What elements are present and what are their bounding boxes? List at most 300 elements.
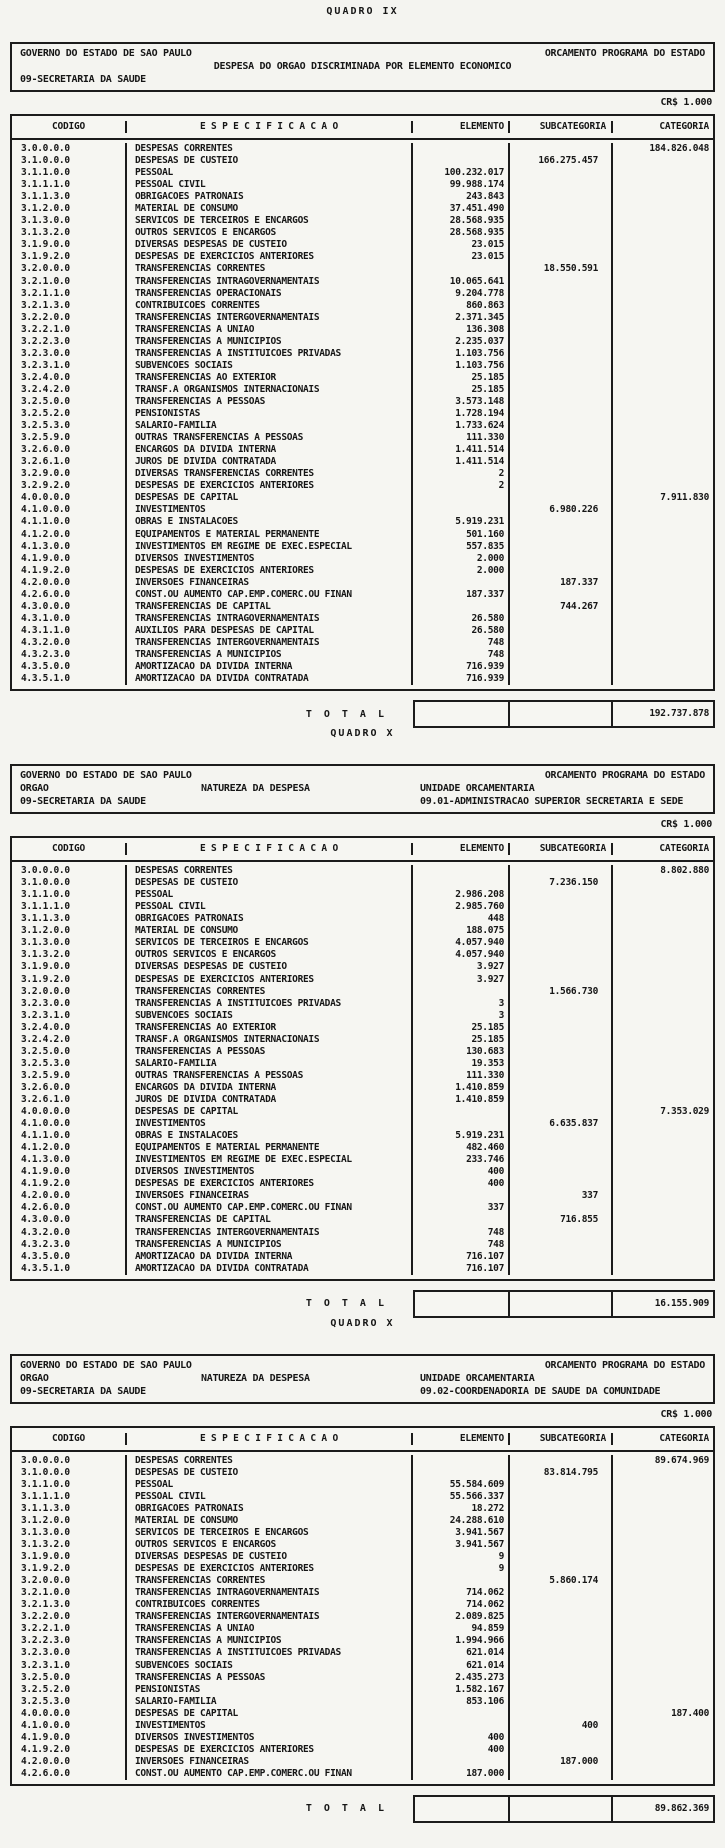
elemento-cell: 55.566.337 bbox=[413, 1491, 510, 1503]
table-row bbox=[12, 143, 713, 155]
budget-table bbox=[10, 114, 715, 691]
especificacao-cell: OBRIGACOES PATRONAIS bbox=[127, 913, 413, 925]
elemento-cell: 1.410.859 bbox=[413, 1094, 510, 1106]
subcategoria-cell bbox=[510, 1672, 613, 1684]
especificacao-cell: MATERIAL DE CONSUMO bbox=[127, 203, 413, 215]
especificacao-cell: OUTROS SERVICOS E ENCARGOS bbox=[127, 227, 413, 239]
codigo-cell: 4.1.2.0.0 bbox=[12, 1142, 127, 1154]
elemento-cell: 55.584.609 bbox=[413, 1479, 510, 1491]
codigo-cell: 4.1.9.0.0 bbox=[12, 1166, 127, 1178]
subcategoria-cell bbox=[510, 998, 613, 1010]
codigo-cell: 3.1.9.0.0 bbox=[12, 239, 127, 251]
subcategoria-cell bbox=[510, 673, 613, 685]
table-row bbox=[12, 516, 713, 528]
table-row bbox=[12, 1467, 713, 1479]
elemento-cell: 1.728.194 bbox=[413, 408, 510, 420]
table-row bbox=[12, 360, 713, 372]
categoria-cell bbox=[613, 1467, 713, 1479]
categoria-cell bbox=[613, 637, 713, 649]
subcategoria-cell bbox=[510, 1647, 613, 1659]
codigo-cell: 3.1.9.2.0 bbox=[12, 1563, 127, 1575]
especificacao-cell: TRANSFERENCIAS A MUNICIPIOS bbox=[127, 1635, 413, 1647]
table-row bbox=[12, 1660, 713, 1672]
table-row bbox=[12, 1696, 713, 1708]
especificacao-cell: TRANSFERENCIAS A INSTITUICOES PRIVADAS bbox=[127, 998, 413, 1010]
especificacao-cell: ENCARGOS DA DIVIDA INTERNA bbox=[127, 444, 413, 456]
codigo-cell: 3.2.5.0.0 bbox=[12, 1046, 127, 1058]
table-row bbox=[12, 589, 713, 601]
government-name: GOVERNO DO ESTADO DE SAO PAULO bbox=[20, 48, 192, 59]
table-row bbox=[12, 1190, 713, 1202]
table-row bbox=[12, 372, 713, 384]
table-row bbox=[12, 1214, 713, 1226]
column-header-subcategoria: SUBCATEGORIA bbox=[510, 1433, 613, 1445]
categoria-cell bbox=[613, 263, 713, 275]
subcategoria-cell bbox=[510, 553, 613, 565]
column-header-especificacao: E S P E C I F I C A C A O bbox=[127, 121, 413, 133]
elemento-cell bbox=[413, 263, 510, 275]
column-header-categoria: CATEGORIA bbox=[659, 121, 709, 132]
codigo-cell: 3.2.1.1.0 bbox=[12, 288, 127, 300]
elemento-cell: 130.683 bbox=[413, 1046, 510, 1058]
subcategoria-cell bbox=[510, 865, 613, 877]
especificacao-cell: TRANSFERENCIAS INTRAGOVERNAMENTAIS bbox=[127, 276, 413, 288]
elemento-cell bbox=[413, 1575, 510, 1587]
categoria-cell bbox=[613, 625, 713, 637]
elemento-cell: 2.089.825 bbox=[413, 1611, 510, 1623]
subcategoria-cell: 6.980.226 bbox=[510, 504, 613, 516]
especificacao-cell: SUBVENCOES SOCIAIS bbox=[127, 1010, 413, 1022]
especificacao-cell: INVERSOES FINANCEIRAS bbox=[127, 577, 413, 589]
categoria-cell bbox=[613, 1672, 713, 1684]
categoria-cell bbox=[613, 1154, 713, 1166]
especificacao-cell: JUROS DE DIVIDA CONTRATADA bbox=[127, 1094, 413, 1106]
table-row bbox=[12, 986, 713, 998]
quadro-title: QUADRO X bbox=[330, 728, 395, 740]
subcategoria-cell bbox=[510, 1684, 613, 1696]
subcategoria-cell bbox=[510, 191, 613, 203]
unidade-value: 09.02-COORDENADORIA DE SAUDE DA COMUNIDADE bbox=[420, 1385, 661, 1397]
total-row bbox=[10, 700, 715, 728]
elemento-cell: 25.185 bbox=[413, 384, 510, 396]
codigo-cell: 3.2.0.0.0 bbox=[12, 263, 127, 275]
total-elemento-cell bbox=[415, 702, 510, 726]
table-row bbox=[12, 203, 713, 215]
especificacao-cell: INVESTIMENTOS bbox=[127, 1720, 413, 1732]
categoria-cell bbox=[613, 1010, 713, 1022]
elemento-cell: 1.103.756 bbox=[413, 348, 510, 360]
especificacao-cell: TRANSFERENCIAS OPERACIONAIS bbox=[127, 288, 413, 300]
total-subcategoria-cell bbox=[510, 702, 613, 726]
especificacao-cell: SALARIO-FAMILIA bbox=[127, 1696, 413, 1708]
budget-table bbox=[10, 836, 715, 1281]
elemento-cell: 18.272 bbox=[413, 1503, 510, 1515]
elemento-cell: 2.985.760 bbox=[413, 901, 510, 913]
table-row bbox=[12, 1563, 713, 1575]
subcategoria-cell bbox=[510, 889, 613, 901]
subcategoria-cell bbox=[510, 300, 613, 312]
especificacao-cell: CONST.OU AUMENTO CAP.EMP.COMERC.OU FINAN bbox=[127, 1202, 413, 1214]
table-row bbox=[12, 1227, 713, 1239]
categoria-cell bbox=[613, 889, 713, 901]
elemento-cell: 448 bbox=[413, 913, 510, 925]
table-row bbox=[12, 1623, 713, 1635]
especificacao-cell: CONTRIBUICOES CORRENTES bbox=[127, 1599, 413, 1611]
especificacao-cell: DESPESAS CORRENTES bbox=[127, 865, 413, 877]
table-row bbox=[12, 1239, 713, 1251]
table-row bbox=[12, 408, 713, 420]
especificacao-cell: DESPESAS DE CUSTEIO bbox=[127, 877, 413, 889]
table-row bbox=[12, 396, 713, 408]
especificacao-cell: TRANSFERENCIAS DE CAPITAL bbox=[127, 601, 413, 613]
elemento-cell bbox=[413, 1467, 510, 1479]
elemento-cell bbox=[413, 1190, 510, 1202]
codigo-cell: 3.1.1.1.0 bbox=[12, 901, 127, 913]
categoria-cell: 187.400 bbox=[671, 1707, 709, 1719]
categoria-cell bbox=[613, 444, 713, 456]
categoria-cell bbox=[613, 613, 713, 625]
categoria-cell bbox=[613, 974, 713, 986]
codigo-cell: 4.0.0.0.0 bbox=[12, 1708, 127, 1720]
codigo-cell: 4.2.0.0.0 bbox=[12, 1756, 127, 1768]
elemento-cell bbox=[413, 877, 510, 889]
subcategoria-cell bbox=[510, 1034, 613, 1046]
categoria-cell bbox=[613, 432, 713, 444]
subcategoria-cell bbox=[510, 937, 613, 949]
table-row bbox=[12, 1106, 713, 1118]
column-header-especificacao: E S P E C I F I C A C A O bbox=[127, 1433, 413, 1445]
table-row bbox=[12, 1647, 713, 1659]
categoria-cell bbox=[613, 203, 713, 215]
categoria-cell bbox=[613, 1515, 713, 1527]
subcategoria-cell bbox=[510, 913, 613, 925]
subcategoria-cell bbox=[510, 396, 613, 408]
elemento-cell: 400 bbox=[413, 1732, 510, 1744]
subcategoria-cell: 337 bbox=[510, 1190, 613, 1202]
quadro-x-1-section bbox=[0, 728, 725, 1318]
categoria-cell bbox=[613, 1563, 713, 1575]
codigo-cell: 4.2.0.0.0 bbox=[12, 577, 127, 589]
categoria-cell bbox=[613, 589, 713, 601]
especificacao-cell: DESPESAS DE CUSTEIO bbox=[127, 1467, 413, 1479]
elemento-cell bbox=[413, 1708, 510, 1720]
categoria-cell bbox=[613, 1503, 713, 1515]
especificacao-cell: JUROS DE DIVIDA CONTRATADA bbox=[127, 456, 413, 468]
codigo-cell: 4.3.1.0.0 bbox=[12, 613, 127, 625]
subcategoria-cell bbox=[510, 1515, 613, 1527]
especificacao-cell: DIVERSAS DESPESAS DE CUSTEIO bbox=[127, 239, 413, 251]
especificacao-cell: SERVICOS DE TERCEIROS E ENCARGOS bbox=[127, 215, 413, 227]
categoria-cell bbox=[613, 312, 713, 324]
elemento-cell bbox=[413, 1106, 510, 1118]
table-row bbox=[12, 492, 713, 504]
categoria-cell: 89.674.969 bbox=[654, 1454, 709, 1466]
elemento-cell: 748 bbox=[413, 637, 510, 649]
elemento-cell: 187.000 bbox=[413, 1768, 510, 1780]
codigo-cell: 4.2.6.0.0 bbox=[12, 589, 127, 601]
categoria-cell bbox=[613, 480, 713, 492]
table-row bbox=[12, 865, 713, 877]
especificacao-cell: AMORTIZACAO DA DIVIDA CONTRATADA bbox=[127, 673, 413, 685]
quadro-ix-section bbox=[0, 6, 725, 728]
categoria-cell bbox=[613, 529, 713, 541]
total-categoria-cell: 89.862.369 bbox=[654, 1802, 709, 1814]
table-row bbox=[12, 601, 713, 613]
especificacao-cell: PESSOAL CIVIL bbox=[127, 901, 413, 913]
subcategoria-cell bbox=[510, 372, 613, 384]
subcategoria-cell bbox=[510, 408, 613, 420]
elemento-cell bbox=[413, 986, 510, 998]
codigo-cell: 4.3.5.1.0 bbox=[12, 673, 127, 685]
table-row bbox=[12, 1118, 713, 1130]
subcategoria-cell bbox=[510, 1455, 613, 1467]
elemento-cell: 716.939 bbox=[413, 673, 510, 685]
elemento-cell: 26.580 bbox=[413, 625, 510, 637]
subcategoria-cell bbox=[510, 1623, 613, 1635]
codigo-cell: 3.2.0.0.0 bbox=[12, 1575, 127, 1587]
categoria-cell bbox=[613, 1756, 713, 1768]
categoria-cell bbox=[613, 1034, 713, 1046]
orgao-label: ORGAO bbox=[20, 1372, 49, 1384]
subcategoria-cell bbox=[510, 1744, 613, 1756]
subcategoria-cell bbox=[510, 1251, 613, 1263]
subcategoria-cell bbox=[510, 1768, 613, 1780]
codigo-cell: 3.2.5.0.0 bbox=[12, 1672, 127, 1684]
codigo-cell: 3.2.0.0.0 bbox=[12, 986, 127, 998]
especificacao-cell: AMORTIZACAO DA DIVIDA INTERNA bbox=[127, 661, 413, 673]
especificacao-cell: OUTRAS TRANSFERENCIAS A PESSOAS bbox=[127, 432, 413, 444]
codigo-cell: 3.2.2.1.0 bbox=[12, 1623, 127, 1635]
categoria-cell bbox=[613, 336, 713, 348]
column-header-elemento: ELEMENTO bbox=[413, 121, 510, 133]
especificacao-cell: TRANSFERENCIAS INTRAGOVERNAMENTAIS bbox=[127, 613, 413, 625]
table-row bbox=[12, 1599, 713, 1611]
codigo-cell: 3.0.0.0.0 bbox=[12, 865, 127, 877]
elemento-cell: 9 bbox=[413, 1551, 510, 1563]
subcategoria-cell bbox=[510, 1178, 613, 1190]
subcategoria-cell bbox=[510, 1587, 613, 1599]
categoria-cell bbox=[613, 516, 713, 528]
subcategoria-cell: 1.566.730 bbox=[510, 986, 613, 998]
categoria-cell bbox=[613, 1732, 713, 1744]
elemento-cell: 853.106 bbox=[413, 1696, 510, 1708]
elemento-cell bbox=[413, 155, 510, 167]
categoria-cell bbox=[613, 661, 713, 673]
elemento-cell: 3.927 bbox=[413, 961, 510, 973]
categoria-cell bbox=[613, 877, 713, 889]
codigo-cell: 3.1.1.0.0 bbox=[12, 889, 127, 901]
total-subcategoria-cell bbox=[510, 1797, 613, 1821]
codigo-cell: 3.2.9.2.0 bbox=[12, 480, 127, 492]
elemento-cell: 94.859 bbox=[413, 1623, 510, 1635]
subcategoria-cell bbox=[510, 901, 613, 913]
especificacao-cell: DESPESAS CORRENTES bbox=[127, 1455, 413, 1467]
table-row bbox=[12, 263, 713, 275]
categoria-cell bbox=[613, 998, 713, 1010]
subcategoria-cell bbox=[510, 625, 613, 637]
categoria-cell: 7.353.029 bbox=[660, 1106, 709, 1118]
subcategoria-cell bbox=[510, 1094, 613, 1106]
categoria-cell bbox=[613, 504, 713, 516]
subcategoria-cell bbox=[510, 1058, 613, 1070]
header-box bbox=[10, 42, 715, 92]
especificacao-cell: INVESTIMENTOS bbox=[127, 1118, 413, 1130]
codigo-cell: 3.1.1.0.0 bbox=[12, 167, 127, 179]
subcategoria-cell bbox=[510, 516, 613, 528]
codigo-cell: 4.3.2.3.0 bbox=[12, 1239, 127, 1251]
subcategoria-cell bbox=[510, 589, 613, 601]
subcategoria-cell bbox=[510, 239, 613, 251]
subcategoria-cell bbox=[510, 1599, 613, 1611]
elemento-cell: 37.451.490 bbox=[413, 203, 510, 215]
categoria-cell bbox=[613, 1263, 713, 1275]
especificacao-cell: DIVERSOS INVESTIMENTOS bbox=[127, 1732, 413, 1744]
codigo-cell: 4.3.5.0.0 bbox=[12, 661, 127, 673]
table-row bbox=[12, 1768, 713, 1780]
table-row bbox=[12, 227, 713, 239]
subcategoria-cell bbox=[510, 637, 613, 649]
elemento-cell: 714.062 bbox=[413, 1599, 510, 1611]
categoria-cell bbox=[613, 456, 713, 468]
codigo-cell: 4.1.2.0.0 bbox=[12, 529, 127, 541]
categoria-cell bbox=[613, 1046, 713, 1058]
subcategoria-cell bbox=[510, 432, 613, 444]
elemento-cell bbox=[413, 1756, 510, 1768]
quadro-title: QUADRO X bbox=[330, 1317, 395, 1329]
table-row bbox=[12, 565, 713, 577]
especificacao-cell: SERVICOS DE TERCEIROS E ENCARGOS bbox=[127, 937, 413, 949]
elemento-cell: 1.410.859 bbox=[413, 1082, 510, 1094]
elemento-cell bbox=[413, 504, 510, 516]
elemento-cell: 1.411.514 bbox=[413, 444, 510, 456]
especificacao-cell: TRANSFERENCIAS A INSTITUICOES PRIVADAS bbox=[127, 348, 413, 360]
categoria-cell: 184.826.048 bbox=[649, 143, 709, 154]
elemento-cell: 233.746 bbox=[413, 1154, 510, 1166]
codigo-cell: 3.2.5.3.0 bbox=[12, 420, 127, 432]
categoria-cell bbox=[613, 300, 713, 312]
table-row bbox=[12, 913, 713, 925]
subcategoria-cell bbox=[510, 336, 613, 348]
elemento-cell: 2.000 bbox=[413, 553, 510, 565]
especificacao-cell: TRANSF.A ORGANISMOS INTERNACIONAIS bbox=[127, 384, 413, 396]
especificacao-cell: DESPESAS DE EXERCICIOS ANTERIORES bbox=[127, 1178, 413, 1190]
especificacao-cell: TRANSFERENCIAS A PESSOAS bbox=[127, 396, 413, 408]
elemento-cell: 748 bbox=[413, 649, 510, 661]
table-row bbox=[12, 1575, 713, 1587]
column-header-elemento: ELEMENTO bbox=[413, 1433, 510, 1445]
table-row bbox=[12, 949, 713, 961]
elemento-cell: 19.353 bbox=[413, 1058, 510, 1070]
table-row bbox=[12, 215, 713, 227]
subcategoria-cell bbox=[510, 1010, 613, 1022]
subcategoria-cell bbox=[510, 1732, 613, 1744]
elemento-cell: 100.232.017 bbox=[413, 167, 510, 179]
table-row bbox=[12, 1178, 713, 1190]
codigo-cell: 3.2.1.0.0 bbox=[12, 1587, 127, 1599]
subcategoria-cell bbox=[510, 613, 613, 625]
codigo-cell: 3.2.3.1.0 bbox=[12, 360, 127, 372]
codigo-cell: 4.1.1.0.0 bbox=[12, 1130, 127, 1142]
table-row bbox=[12, 877, 713, 889]
table-row bbox=[12, 661, 713, 673]
categoria-cell bbox=[613, 155, 713, 167]
table-row bbox=[12, 1082, 713, 1094]
subcategoria-cell bbox=[510, 565, 613, 577]
especificacao-cell: TRANSFERENCIAS A MUNICIPIOS bbox=[127, 336, 413, 348]
especificacao-cell: DESPESAS DE EXERCICIOS ANTERIORES bbox=[127, 1563, 413, 1575]
table-row bbox=[12, 1166, 713, 1178]
especificacao-cell: OBRIGACOES PATRONAIS bbox=[127, 191, 413, 203]
especificacao-cell: MATERIAL DE CONSUMO bbox=[127, 1515, 413, 1527]
codigo-cell: 3.2.4.0.0 bbox=[12, 1022, 127, 1034]
subcategoria-cell bbox=[510, 961, 613, 973]
especificacao-cell: EQUIPAMENTOS E MATERIAL PERMANENTE bbox=[127, 1142, 413, 1154]
subcategoria-cell bbox=[510, 1479, 613, 1491]
subcategoria-cell bbox=[510, 143, 613, 155]
total-row bbox=[10, 1795, 715, 1823]
categoria-cell bbox=[613, 1058, 713, 1070]
total-elemento-cell bbox=[415, 1797, 510, 1821]
codigo-cell: 4.3.5.1.0 bbox=[12, 1263, 127, 1275]
categoria-cell bbox=[613, 1587, 713, 1599]
column-header-categoria: CATEGORIA bbox=[659, 843, 709, 855]
especificacao-cell: DIVERSAS TRANSFERENCIAS CORRENTES bbox=[127, 468, 413, 480]
codigo-cell: 3.1.3.0.0 bbox=[12, 215, 127, 227]
table-row bbox=[12, 1756, 713, 1768]
especificacao-cell: OBRAS E INSTALACOES bbox=[127, 1130, 413, 1142]
codigo-cell: 3.1.0.0.0 bbox=[12, 1467, 127, 1479]
total-elemento-cell bbox=[415, 1292, 510, 1316]
subcategoria-cell bbox=[510, 1154, 613, 1166]
codigo-cell: 3.2.4.0.0 bbox=[12, 372, 127, 384]
especificacao-cell: TRANSFERENCIAS AO EXTERIOR bbox=[127, 1022, 413, 1034]
elemento-cell: 28.568.935 bbox=[413, 215, 510, 227]
categoria-cell bbox=[613, 913, 713, 925]
especificacao-cell: PESSOAL CIVIL bbox=[127, 179, 413, 191]
codigo-cell: 3.2.1.3.0 bbox=[12, 1599, 127, 1611]
elemento-cell: 243.843 bbox=[413, 191, 510, 203]
table-row bbox=[12, 1527, 713, 1539]
especificacao-cell: TRANSFERENCIAS CORRENTES bbox=[127, 263, 413, 275]
subcategoria-cell bbox=[510, 276, 613, 288]
elemento-cell: 1.994.966 bbox=[413, 1635, 510, 1647]
categoria-cell bbox=[613, 1647, 713, 1659]
elemento-cell: 4.057.940 bbox=[413, 949, 510, 961]
table-row bbox=[12, 1684, 713, 1696]
especificacao-cell: MATERIAL DE CONSUMO bbox=[127, 925, 413, 937]
subcategoria-cell bbox=[510, 925, 613, 937]
categoria-cell bbox=[613, 179, 713, 191]
categoria-cell bbox=[613, 1551, 713, 1563]
subcategoria-cell bbox=[510, 203, 613, 215]
elemento-cell: 716.107 bbox=[413, 1251, 510, 1263]
codigo-cell: 3.2.2.1.0 bbox=[12, 324, 127, 336]
currency-label: CR$ 1.000 bbox=[660, 819, 712, 831]
codigo-cell: 3.2.5.9.0 bbox=[12, 432, 127, 444]
especificacao-cell: SALARIO-FAMILIA bbox=[127, 420, 413, 432]
especificacao-cell: OBRIGACOES PATRONAIS bbox=[127, 1503, 413, 1515]
column-header-especificacao: E S P E C I F I C A C A O bbox=[127, 843, 413, 855]
table-row bbox=[12, 468, 713, 480]
elemento-cell: 28.568.935 bbox=[413, 227, 510, 239]
subcategoria-cell bbox=[510, 1635, 613, 1647]
orgao-value: 09-SECRETARIA DA SAUDE bbox=[20, 74, 146, 85]
subcategoria-cell: 400 bbox=[510, 1720, 613, 1732]
table-row bbox=[12, 974, 713, 986]
subcategoria-cell bbox=[510, 1070, 613, 1082]
especificacao-cell: PESSOAL bbox=[127, 1479, 413, 1491]
table-row bbox=[12, 1094, 713, 1106]
